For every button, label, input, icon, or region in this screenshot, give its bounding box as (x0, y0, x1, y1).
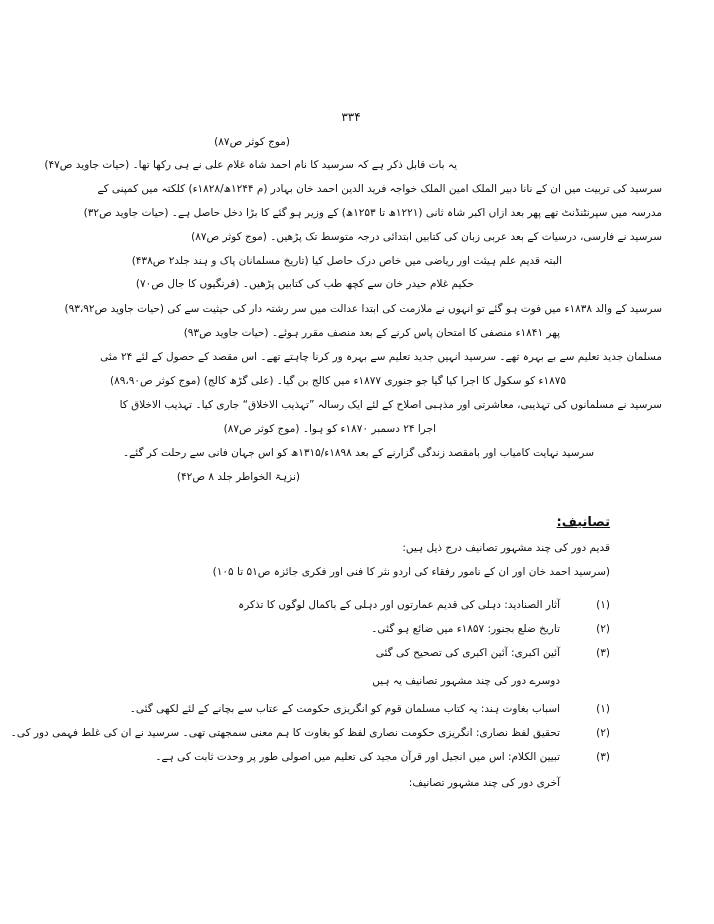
section-intro: قدیم دور کی چند مشہور تصانیف درج ذیل ہیں: (402, 542, 610, 554)
list-item: تاریخ ضلع بجنور: ۱۸۵۷ء میں ضائع ہو گئی۔ (371, 623, 560, 635)
list-item: تحقیق لفظ نصاری: انگریزی حکومت نصاری لفظ کو بغاوت کا ہم معنی سمجھتی تھی۔ سرسید نے ان کی غلط فہمی دور کی۔ (10, 727, 560, 739)
section-source: (سرسید احمد خان اور ان کے نامور رفقاء کی اردو نثر کا فنی اور فکری جائزہ ص۵۱ تا ۱۰۵) (212, 566, 610, 578)
section-intro: دوسرے دور کی چند مشہور تصانیف یہ ہیں (372, 675, 560, 687)
text-line: مسلمان جدید تعلیم سے بے بہرہ تھے۔ سرسید انہیں جدید تعلیم سے بہرہ ور کرنا چاہتے تھے۔ اس مقصد کے حصول کے لئے ۲۴ مئی (100, 351, 662, 363)
text-line: حکیم غلام حیدر خان سے کچھ طب کی کتابیں پڑھیں۔ (فرنگیوں کا جال ص۷۰) (135, 278, 474, 290)
list-number: (۳) (596, 647, 610, 659)
list-number: (۳) (596, 751, 610, 763)
text-line: مدرسہ میں سپرنٹنڈنٹ تھے پھر بعد ازاں اکبر شاہ ثانی (۱۲۲۱ھ تا ۱۲۵۳ھ) کے وزیر ہو گئے کا بڑا دخل حاصل ہے۔ (حیات جاوید ص۳۲) (83, 207, 662, 219)
text-line: ۱۸۷۵ء کو سکول کا اجرا کیا گیا جو جنوری ۱۸۷۷ء میں کالج بن گیا۔ (علی گڑھ کالج) (موج کوثر ص۸۹،۹۰) (109, 375, 566, 387)
list-item: تبیین الکلام: اس میں انجیل اور قرآن مجید کی تعلیم میں اصولی طور پر وحدت ثابت کی ہے۔ (155, 751, 560, 763)
text-line: سرسید کے والد ۱۸۳۸ء میں فوت ہو گئے تو انہوں نے ملازمت کی ابتدا عدالت میں سر رشتہ دار کی حیثیت سے کی (حیات جاوید ص۹۳،۹۲) (64, 303, 662, 315)
text-line: (نزہۃ الخواطر جلد ۸ ص۴۲) (176, 471, 300, 483)
list-item: اسباب بغاوت ہند: یہ کتاب مسلمان قوم کو انگریزی حکومت کے عتاب سے بچانے کے لئے لکھی گئی۔ (129, 703, 560, 715)
text-line: سرسید کی تربیت میں ان کے نانا دبیر الملک امین الملک خواجہ فرید الدین احمد خان بہادر (م ۱۲۴۴ھ/۱۸۲۸ء) کلکتہ میں کمپنی کے (97, 183, 662, 195)
page-number: ۳۳۴ (341, 110, 361, 124)
text-line: (موج کوثر ص۸۷) (214, 136, 290, 148)
list-item: آئین اکبری: آئین اکبری کی تصحیح کی گئی (375, 647, 560, 659)
text-line: سرسید نے مسلمانوں کی تہذیبی، معاشرتی اور مذہبی اصلاح کے لئے ایک رسالہ ”تہذیب الاخلاق“ جاری کیا۔ تہذیب الاخلاق کا (119, 399, 662, 411)
section-heading: تصانیف: (556, 515, 610, 530)
list-item: آثار الصنادید: دہلی کی قدیم عمارتوں اور دہلی کے باکمال لوگوں کا تذکرہ (238, 599, 560, 611)
list-number: (۱) (596, 703, 610, 715)
text-line: سرسید نہایت کامیاب اور بامقصد زندگی گزارنے کے بعد ۱۸۹۸ء/۱۳۱۵ھ کو اس جہان فانی سے رحلت کر گئے۔ (123, 447, 594, 459)
list-number: (۲) (596, 623, 610, 635)
list-number: (۲) (596, 727, 610, 739)
text-line: اجرا ۲۴ دسمبر ۱۸۷۰ء کو ہوا۔ (موج کوثر ص۸۷) (223, 423, 436, 435)
text-line: البتہ قدیم علم ہیئت اور ریاضی میں خاص درک حاصل کیا (تاریخ مسلمانان پاک و ہند جلد۲ ص۴۳۸) (131, 255, 562, 267)
text-line: یہ بات قابل ذکر ہے کہ سرسید کا نام احمد شاہ غلام علی نے ہی رکھا تھا۔ (حیات جاوید ص۴۷) (44, 159, 457, 171)
list-number: (۱) (596, 599, 610, 611)
section-intro: آخری دور کی چند مشہور تصانیف: (408, 777, 560, 789)
text-line: سرسید نے فارسی، درسیات کے بعد عربی زبان کی کتابیں ابتدائی درجہ متوسط تک پڑھیں۔ (موج کوثر ص۸۷) (191, 231, 662, 243)
text-line: پھر ۱۸۴۱ء منصفی کا امتحان پاس کرنے کے بعد منصف مقرر ہوئے۔ (حیات جاوید ص۹۳) (183, 327, 560, 339)
